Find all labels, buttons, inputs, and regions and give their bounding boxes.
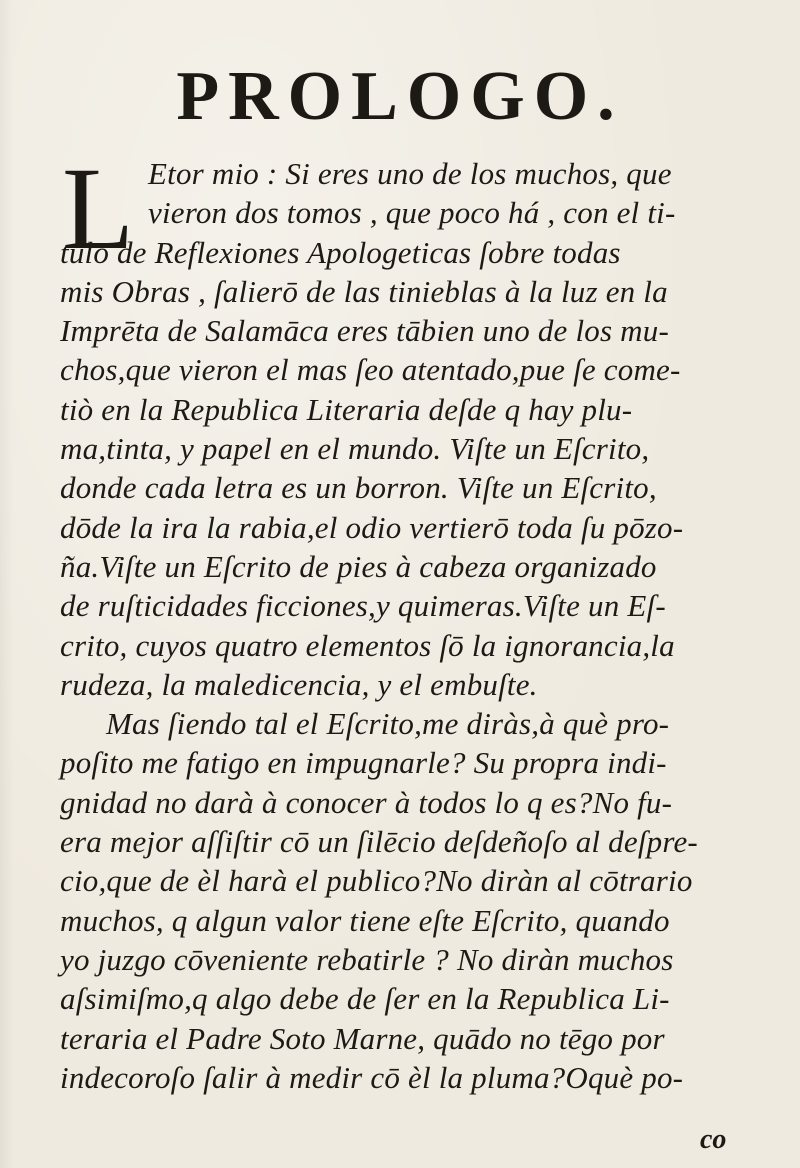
- text-line: teraria el Padre Soto Marne, quādo no tēgo por: [60, 1020, 665, 1056]
- text-line: de ruſticidades ficciones,y quimeras.Viſte un Eſ-: [60, 588, 666, 624]
- text-line: indecoroſo ſalir à medir cō èl la pluma?Oquè po-: [60, 1059, 684, 1095]
- drop-cap: L: [62, 143, 135, 274]
- text-line: tulo de Reflexiones Apologeticas ſobre todas: [60, 234, 621, 270]
- text-line: dōde la ira la rabia,el odio vertierō toda ſu pōzo-: [60, 509, 684, 545]
- text-line: era mejor aſſiſtir cō un ſilēcio deſdeñoſo al deſpre-: [60, 824, 698, 860]
- text-line: Imprēta de Salamāca eres tābien uno de los mu-: [60, 313, 669, 349]
- text-line: Etor mio : Si eres uno de los muchos, que: [148, 156, 672, 191]
- text-line: gnidad no darà à conocer à todos lo q es?No fu-: [60, 784, 673, 820]
- text-line: mis Obras , ſalierō de las tinieblas à la luz en la: [60, 273, 668, 309]
- page-title: PROLOGO.: [176, 58, 624, 135]
- text-line: chos,que vieron el mas ſeo atentado,pue ſe come-: [60, 352, 681, 388]
- text-line: crito, cuyos quatro elementos ſō la ignorancia,la: [60, 627, 675, 663]
- catchword: co: [700, 1124, 727, 1155]
- text-line: ma,tinta, y papel en el mundo. Viſte un Eſcrito,: [60, 431, 650, 467]
- text-line: Mas ſiendo tal el Eſcrito,me diràs,à què pro-: [106, 706, 670, 742]
- text-line: ña.Viſte un Eſcrito de pies à cabeza organizado: [60, 548, 657, 584]
- text-line: rudeza, la maledicencia, y el embuſte.: [60, 666, 538, 702]
- text-line: aſsimiſmo,q algo debe de ſer en la Republica Li-: [60, 981, 670, 1017]
- text-line: donde cada letra es un borron. Viſte un Eſcrito,: [60, 470, 657, 506]
- text-line: cio,que de èl harà el publico?No diràn al cōtrario: [60, 863, 693, 899]
- text-line: yo juzgo cōveniente rebatirle ? No diràn muchos: [60, 941, 674, 977]
- prologue-text: [60, 154, 778, 1097]
- text-line: poſito me fatigo en impugnarle? Su propra indi-: [60, 745, 667, 781]
- text-line: muchos, q algun valor tiene eſte Eſcrito, quando: [60, 902, 670, 938]
- text-line: tiò en la Republica Literaria deſde q hay plu-: [60, 391, 633, 427]
- text-line: vieron dos tomos , que poco há , con el ti-: [148, 195, 676, 231]
